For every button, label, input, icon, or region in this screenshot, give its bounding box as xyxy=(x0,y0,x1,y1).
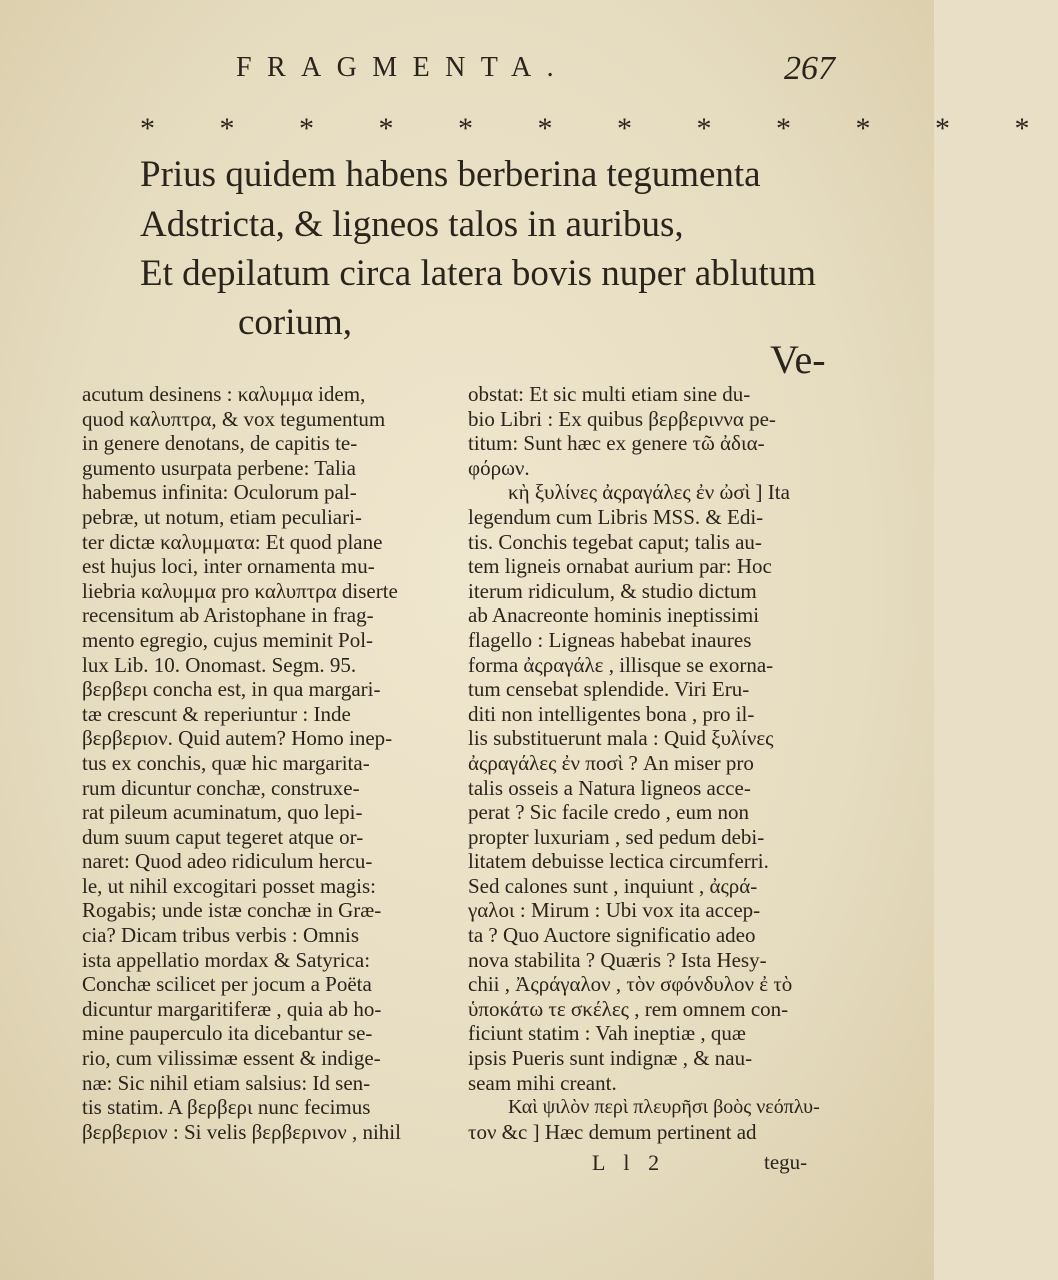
text-line: le, ut nihil excogitari posset magis: xyxy=(82,873,376,898)
text-line: dum suum caput tegeret atque or- xyxy=(82,824,364,849)
text-line: Καὶ ψιλὸν περὶ πλευρῆσι βοὸς νεόπλυ- xyxy=(508,1096,820,1119)
text-line: talis osseis a Natura ligneos acce- xyxy=(468,775,751,800)
text-line: tis. Conchis tegebat caput; talis au- xyxy=(468,529,762,554)
text-line: Rogabis; unde istæ conchæ in Græ- xyxy=(82,898,382,923)
text-line: βερβεριον. Quid autem? Homo inep- xyxy=(82,726,393,751)
text-line: propter luxuriam , sed pedum debi- xyxy=(468,824,765,849)
text-line: ta ? Quo Auctore significatio adeo xyxy=(468,923,756,948)
commentary-right-column xyxy=(468,382,820,1144)
text-line: tæ crescunt & reperiuntur : Inde xyxy=(82,701,351,726)
text-line: βερβερι concha est, in qua margari- xyxy=(82,677,381,702)
text-line: diti non intelligentes bona , pro il- xyxy=(468,701,755,726)
text-line: dicuntur margaritiferæ , quia ab ho- xyxy=(82,996,382,1021)
text-line: seam mihi creant. xyxy=(468,1070,617,1095)
text-line: Sed calones sunt , inquiunt , ἀςρά- xyxy=(468,873,758,898)
text-line: pebræ, ut notum, etiam peculiari- xyxy=(82,504,362,529)
text-line: liebria καλυμμα pro καλυπτρα diserte xyxy=(82,578,398,603)
verse-line: Prius quidem habens berberina tegumenta xyxy=(140,154,761,195)
text-line: nova stabilita ? Quæris ? Ista Hesy- xyxy=(468,947,767,972)
text-line: ter dictæ καλυμματα: Et quod plane xyxy=(82,529,383,554)
text-line: ficiunt statim : Vah ineptiæ , quæ xyxy=(468,1021,746,1046)
text-line: κὴ ξυλίνες ἀςραγάλες ἐν ὠσὶ ] Ita xyxy=(508,480,790,505)
text-line: rio, cum vilissimæ essent & indige- xyxy=(82,1046,381,1071)
text-line: cia? Dicam tribus verbis : Omnis xyxy=(82,923,360,948)
text-line: est hujus loci, inter ornamenta mu- xyxy=(82,554,375,579)
text-line: chii , Ἀςράγαλον , τὸν σφόνδυλον ἐ τὸ xyxy=(468,972,793,997)
text-line: tus ex conchis, quæ hic margarita- xyxy=(82,750,370,775)
text-line: quod καλυπτρα, & vox tegumentum xyxy=(82,406,386,431)
verse-line: Et depilatum circa latera bovis nuper ablutum xyxy=(140,253,817,294)
catchword: Ve- xyxy=(770,337,826,382)
running-title: FRAGMENTA. xyxy=(236,52,569,83)
text-line: recensitum ab Aristophane in frag- xyxy=(82,603,374,628)
text-line: obstat: Et sic multi etiam sine du- xyxy=(468,382,751,406)
text-line: mento egregio, cujus meminit Pol- xyxy=(82,627,374,652)
text-line: ipsis Pueris sunt indignæ , & nau- xyxy=(468,1046,753,1071)
catchword: tegu- xyxy=(764,1150,808,1174)
asterisk-separator: * * * * * * * * * * * * xyxy=(140,112,1058,145)
text-line: in genere denotans, de capitis te- xyxy=(82,431,358,456)
text-line: iterum ridiculum, & studio dictum xyxy=(468,578,757,603)
text-line: legendum cum Libris MSS. & Edi- xyxy=(468,504,764,529)
text-line: lux Lib. 10. Onomast. Segm. 95. xyxy=(82,652,357,677)
text-line: rat pileum acuminatum, quo lepi- xyxy=(82,800,363,825)
signature-mark: L l 2 xyxy=(592,1150,666,1175)
text-line: ab Anacreonte hominis ineptissimi xyxy=(468,603,760,628)
text-line: ὑποκάτω τε σκέλες , rem omnem con- xyxy=(468,996,789,1021)
text-line: forma ἀςραγάλε , illisque se exorna- xyxy=(468,652,774,677)
verse-line: Adstricta, & ligneos talos in auribus, xyxy=(140,204,684,245)
text-line: bio Libri : Ex quibus βερβεριννα pe- xyxy=(468,406,776,431)
text-line: Conchæ scilicet per jocum a Poëta xyxy=(82,972,372,997)
text-line: naret: Quod adeo ridiculum hercu- xyxy=(82,849,373,874)
text-line: litatem debuisse lectica circumferri. xyxy=(468,849,769,874)
text-line: perat ? Sic facile credo , eum non xyxy=(468,800,750,825)
verse-line: corium, xyxy=(238,302,353,343)
text-line: γαλοι : Mirum : Ubi vox ita accep- xyxy=(468,898,761,923)
text-line: lis substituerunt mala : Quid ξυλίνες xyxy=(468,726,774,751)
text-line: flagello : Ligneas habebat inaures xyxy=(468,627,752,652)
text-line: ista appellatio mordax & Satyrica: xyxy=(82,947,371,972)
text-line: tis statim. A βερβερι nunc fecimus xyxy=(82,1095,371,1120)
text-line: acutum desinens : καλυμμα idem, xyxy=(82,382,366,406)
text-line: βερβεριον : Si velis βερβερινον , nihil xyxy=(82,1119,401,1144)
text-line: tum censebat splendide. Viri Eru- xyxy=(468,677,750,702)
text-line: næ: Sic nihil etiam salsius: Id sen- xyxy=(82,1070,371,1095)
text-line: titum: Sunt hæc ex genere τῶ ἀδια- xyxy=(468,431,765,456)
page-number: 267 xyxy=(784,50,835,87)
text-line: rum dicuntur conchæ, construxe- xyxy=(82,775,360,800)
text-line: tem ligneis ornabat aurium par: Hoc xyxy=(468,554,772,579)
text-line: ἀςραγάλες ἐν ποσὶ ? An miser pro xyxy=(468,750,754,775)
text-line: habemus infinita: Oculorum pal- xyxy=(82,480,357,505)
text-line: gumento usurpata perbene: Talia xyxy=(82,455,356,480)
text-line: mine pauperculo ita dicebantur se- xyxy=(82,1021,373,1046)
commentary-left-column xyxy=(82,382,444,1144)
text-line: τον &c ] Hæc demum pertinent ad xyxy=(468,1119,757,1144)
text-line: φόρων. xyxy=(468,455,530,480)
